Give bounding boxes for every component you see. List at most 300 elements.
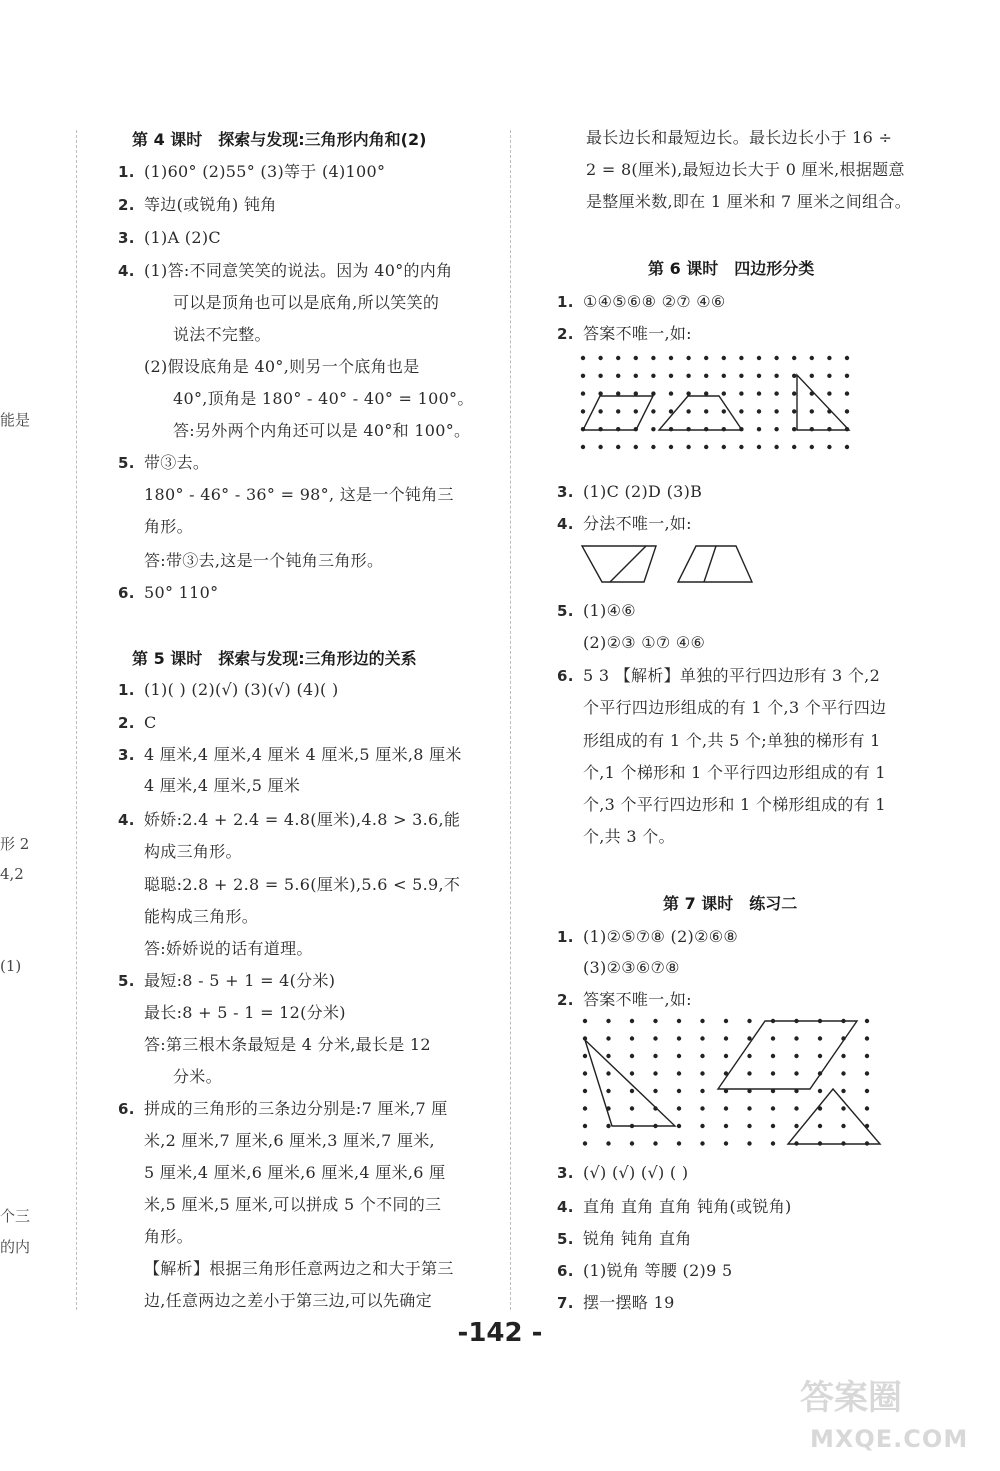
grid-dot xyxy=(669,374,673,378)
answer-text: 4 厘米,4 厘米,4 厘米 4 厘米,5 厘米,8 厘米 xyxy=(144,745,462,764)
grid-dot xyxy=(634,445,638,449)
grid-dot xyxy=(827,445,831,449)
answer-text: 答案不唯一,如: xyxy=(583,990,692,1009)
answer-text: 锐角 钝角 直角 xyxy=(583,1229,692,1248)
grid-dot xyxy=(722,445,726,449)
grid-dot xyxy=(757,409,761,413)
grid-dot xyxy=(630,1019,634,1023)
grid-dot xyxy=(677,1106,681,1110)
grid-dot xyxy=(651,356,655,360)
question-number: 3. xyxy=(557,483,574,501)
grid-dot xyxy=(794,1036,798,1040)
grid-dot xyxy=(616,374,620,378)
grid-dot xyxy=(686,374,690,378)
grid-dot xyxy=(653,1089,657,1093)
section-heading: 第 7 课时 练习二 xyxy=(663,894,798,913)
answer-line xyxy=(557,482,702,502)
grid-dot xyxy=(818,1124,822,1128)
grid-dot xyxy=(606,1124,610,1128)
grid-dot xyxy=(771,1124,775,1128)
grid-dot xyxy=(757,356,761,360)
grid-dot xyxy=(677,1019,681,1023)
grid-dot xyxy=(794,1054,798,1058)
grid-dot xyxy=(616,356,620,360)
answer-line: 聪聪:2.8 + 2.8 = 5.6(厘米),5.6 < 5.9,不 xyxy=(144,875,461,894)
grid-dot xyxy=(598,445,602,449)
grid-dot xyxy=(771,1106,775,1110)
grid-dot xyxy=(583,1054,587,1058)
grid-dot xyxy=(606,1141,610,1145)
answer-line xyxy=(118,228,221,248)
grid-dot xyxy=(841,1054,845,1058)
grid-dot xyxy=(598,374,602,378)
grid-dot xyxy=(771,1141,775,1145)
grid-dot xyxy=(724,1106,728,1110)
answer-text: (1)A (2)C xyxy=(144,228,221,247)
grid-dot xyxy=(810,356,814,360)
triangle-shape xyxy=(788,1089,880,1144)
grid-dot xyxy=(606,1019,610,1023)
grid-dot xyxy=(757,374,761,378)
answer-text: ①④⑤⑥⑧ ②⑦ ④⑥ xyxy=(583,292,726,311)
grid-dot xyxy=(724,1124,728,1128)
question-number: 6. xyxy=(118,584,135,602)
question-number: 4. xyxy=(118,811,135,829)
answer-line xyxy=(118,583,218,603)
answer-line xyxy=(557,1261,732,1281)
grid-dot xyxy=(669,427,673,431)
grid-dot xyxy=(747,1071,751,1075)
grid-dot xyxy=(583,1089,587,1093)
answer-line xyxy=(118,453,209,473)
grid-dot xyxy=(581,374,585,378)
grid-dot xyxy=(704,356,708,360)
left-margin-divider xyxy=(76,130,77,1310)
question-number: 1. xyxy=(118,681,135,699)
answer-line: 米,5 厘米,5 厘米,可以拼成 5 个不同的三 xyxy=(144,1195,442,1214)
answer-text: 拼成的三角形的三条边分别是:7 厘米,7 厘 xyxy=(144,1099,448,1118)
dot-grid-figure xyxy=(570,350,860,470)
grid-dot xyxy=(700,1071,704,1075)
answer-line: 个,1 个梯形和 1 个平行四边形组成的有 1 xyxy=(583,763,886,782)
grid-dot xyxy=(686,391,690,395)
section-heading: 第 6 课时 四边形分类 xyxy=(648,259,815,278)
grid-dot xyxy=(771,1054,775,1058)
grid-dot xyxy=(792,445,796,449)
grid-dot xyxy=(845,374,849,378)
edge-text: 能是 xyxy=(0,411,31,429)
grid-dot xyxy=(634,356,638,360)
grid-dot xyxy=(774,356,778,360)
grid-dot xyxy=(722,374,726,378)
grid-dot xyxy=(739,374,743,378)
grid-dot xyxy=(722,409,726,413)
grid-dot xyxy=(747,1124,751,1128)
answer-line: 5 厘米,4 厘米,6 厘米,6 厘米,4 厘米,6 厘 xyxy=(144,1163,446,1182)
grid-dot xyxy=(774,427,778,431)
column-divider xyxy=(510,130,511,1310)
answer-line xyxy=(557,324,692,344)
answer-text: (1)C (2)D (3)B xyxy=(583,482,703,501)
grid-dot xyxy=(841,1071,845,1075)
grid-dot xyxy=(747,1106,751,1110)
answer-text: 摆一摆略 19 xyxy=(583,1293,675,1312)
answer-line xyxy=(118,1099,448,1119)
question-number: 5. xyxy=(557,602,574,620)
grid-dot xyxy=(583,1019,587,1023)
grid-dot xyxy=(774,374,778,378)
answer-line: 个平行四边形组成的有 1 个,3 个平行四边 xyxy=(583,698,887,717)
answer-line: 能构成三角形。 xyxy=(144,907,259,926)
answer-text: 5 3 【解析】单独的平行四边形有 3 个,2 xyxy=(583,666,881,685)
section-heading: 第 4 课时 探索与发现:三角形内角和(2) xyxy=(132,130,427,149)
grid-dot xyxy=(606,1071,610,1075)
grid-dot xyxy=(677,1071,681,1075)
grid-dot xyxy=(653,1054,657,1058)
grid-dot xyxy=(634,374,638,378)
grid-dot xyxy=(794,1071,798,1075)
grid-dot xyxy=(704,391,708,395)
section-heading: 第 5 课时 探索与发现:三角形边的关系 xyxy=(132,649,417,668)
question-number: 7. xyxy=(557,1294,574,1312)
grid-dot xyxy=(677,1054,681,1058)
grid-dot xyxy=(583,1124,587,1128)
grid-dot xyxy=(845,409,849,413)
grid-dot xyxy=(704,445,708,449)
answer-text: (√) (√) (√) ( ) xyxy=(583,1163,689,1182)
parallelogram-shape xyxy=(718,1021,857,1089)
grid-dot xyxy=(677,1141,681,1145)
answer-text: 直角 直角 直角 钝角(或锐角) xyxy=(583,1197,792,1216)
question-number: 6. xyxy=(557,667,574,685)
grid-dot xyxy=(827,391,831,395)
grid-dot xyxy=(771,1036,775,1040)
grid-dot xyxy=(598,356,602,360)
grid-dot xyxy=(739,409,743,413)
answer-text: 答案不唯一,如: xyxy=(583,324,692,343)
grid-dot xyxy=(739,445,743,449)
grid-dot xyxy=(841,1106,845,1110)
answer-text: (1)②⑤⑦⑧ (2)②⑥⑧ xyxy=(583,927,739,946)
question-number: 5. xyxy=(118,972,135,990)
answer-line: 米,2 厘米,7 厘米,6 厘米,3 厘米,7 厘米, xyxy=(144,1131,435,1150)
grid-dot xyxy=(700,1141,704,1145)
grid-dot xyxy=(865,1089,869,1093)
answer-line xyxy=(557,601,636,621)
answer-line: (3)②③⑥⑦⑧ xyxy=(583,958,680,977)
question-number: 1. xyxy=(557,928,574,946)
question-number: 2. xyxy=(118,196,135,214)
grid-dot xyxy=(583,1106,587,1110)
grid-dot xyxy=(841,1089,845,1093)
grid-dot xyxy=(669,356,673,360)
question-number: 5. xyxy=(118,454,135,472)
grid-dot xyxy=(827,374,831,378)
grid-dot xyxy=(651,391,655,395)
grid-dot xyxy=(634,391,638,395)
question-number: 6. xyxy=(557,1262,574,1280)
answer-line xyxy=(557,990,692,1010)
answer-line xyxy=(118,745,462,765)
grid-dot xyxy=(686,427,690,431)
grid-dot xyxy=(616,445,620,449)
answer-line: 答:另外两个内角还可以是 40°和 100°。 xyxy=(173,421,471,440)
grid-dot xyxy=(841,1124,845,1128)
answer-line xyxy=(118,810,460,830)
triangle-shape xyxy=(585,1040,675,1126)
answer-line xyxy=(118,162,385,182)
grid-dot xyxy=(686,409,690,413)
question-number: 3. xyxy=(118,229,135,247)
grid-dot xyxy=(669,409,673,413)
answer-line xyxy=(118,680,339,700)
grid-dot xyxy=(581,356,585,360)
grid-dot xyxy=(634,409,638,413)
grid-dot xyxy=(606,1036,610,1040)
grid-dot xyxy=(792,391,796,395)
grid-dot xyxy=(653,1141,657,1145)
answer-line: (2)②③ ①⑦ ④⑥ xyxy=(583,633,706,652)
edge-text: 4,2 xyxy=(0,865,24,883)
answer-line: 180° - 46° - 36° = 98°, 这是一个钝角三 xyxy=(144,485,454,504)
answer-line: 40°,顶角是 180° - 40° - 40° = 100°。 xyxy=(173,389,474,408)
question-number: 3. xyxy=(557,1164,574,1182)
grid-dot xyxy=(700,1019,704,1023)
grid-dot xyxy=(827,356,831,360)
grid-dot xyxy=(818,1054,822,1058)
grid-dot xyxy=(792,374,796,378)
answer-text: (1)④⑥ xyxy=(583,601,636,620)
grid-dot xyxy=(845,391,849,395)
grid-dot xyxy=(630,1036,634,1040)
dot-grid-figure xyxy=(575,1018,890,1153)
answer-line xyxy=(118,195,277,215)
grid-dot xyxy=(581,445,585,449)
grid-dot xyxy=(722,391,726,395)
grid-dot xyxy=(700,1124,704,1128)
grid-dot xyxy=(616,427,620,431)
grid-dot xyxy=(865,1054,869,1058)
answer-line xyxy=(118,261,452,281)
answer-line: (2)假设底角是 40°,则另一个底角也是 xyxy=(144,357,420,376)
answer-line xyxy=(557,927,738,947)
question-number: 1. xyxy=(557,293,574,311)
grid-dot xyxy=(651,445,655,449)
grid-dot xyxy=(818,1036,822,1040)
grid-dot xyxy=(792,356,796,360)
division-figure xyxy=(580,544,760,586)
grid-dot xyxy=(606,1089,610,1093)
grid-dot xyxy=(724,1019,728,1023)
answer-line xyxy=(557,1229,692,1249)
grid-dot xyxy=(757,445,761,449)
grid-dot xyxy=(724,1054,728,1058)
answer-line: 是整厘米数,即在 1 厘米和 7 厘米之间组合。 xyxy=(586,192,911,211)
grid-dot xyxy=(630,1054,634,1058)
answer-line xyxy=(557,1293,675,1313)
grid-dot xyxy=(651,409,655,413)
grid-dot xyxy=(630,1071,634,1075)
watermark-logo: 答案圈 xyxy=(800,1378,902,1418)
grid-dot xyxy=(771,1071,775,1075)
grid-dot xyxy=(757,427,761,431)
grid-dot xyxy=(794,1106,798,1110)
question-number: 6. xyxy=(118,1100,135,1118)
grid-dot xyxy=(810,427,814,431)
answer-line xyxy=(118,713,157,733)
page-number: -142 - xyxy=(457,1318,543,1348)
answer-line xyxy=(557,514,692,534)
grid-dot xyxy=(630,1141,634,1145)
grid-dot xyxy=(724,1036,728,1040)
grid-dot xyxy=(739,356,743,360)
grid-dot xyxy=(747,1054,751,1058)
grid-dot xyxy=(598,391,602,395)
question-number: 5. xyxy=(557,1230,574,1248)
answer-line: 最长边长和最短边长。最长边长小于 16 ÷ xyxy=(586,128,893,147)
grid-dot xyxy=(704,409,708,413)
grid-dot xyxy=(653,1071,657,1075)
grid-dot xyxy=(739,391,743,395)
answer-line xyxy=(557,1163,688,1183)
grid-dot xyxy=(792,427,796,431)
answer-line: 说法不完整。 xyxy=(173,325,271,344)
answer-line: 最长:8 + 5 - 1 = 12(分米) xyxy=(144,1003,346,1022)
question-number: 4. xyxy=(118,262,135,280)
grid-dot xyxy=(700,1036,704,1040)
grid-dot xyxy=(583,1071,587,1075)
grid-dot xyxy=(583,1141,587,1145)
division-shape-2 xyxy=(678,546,752,582)
answer-line xyxy=(557,666,880,686)
answer-line: 形组成的有 1 个,共 5 个;单独的梯形有 1 xyxy=(583,731,881,750)
edge-text: 的内 xyxy=(0,1238,31,1256)
grid-dot xyxy=(865,1106,869,1110)
grid-dot xyxy=(616,409,620,413)
answer-line: 2 = 8(厘米),最短边长大于 0 厘米,根据题意 xyxy=(586,160,905,179)
answer-line: 边,任意两边之差小于第三边,可以先确定 xyxy=(144,1291,432,1310)
grid-dot xyxy=(677,1036,681,1040)
grid-dot xyxy=(653,1036,657,1040)
grid-dot xyxy=(810,409,814,413)
answer-line: 角形。 xyxy=(144,517,193,536)
answer-line: 个,3 个平行四边形和 1 个梯形组成的有 1 xyxy=(583,795,886,814)
question-number: 3. xyxy=(118,746,135,764)
grid-dot xyxy=(810,374,814,378)
answer-text: 等边(或锐角) 钝角 xyxy=(144,195,277,214)
answer-text: (1)60° (2)55° (3)等于 (4)100° xyxy=(144,162,386,181)
division-shape-1 xyxy=(582,546,656,582)
answer-line xyxy=(557,1197,792,1217)
answer-text: (1)锐角 等腰 (2)9 5 xyxy=(583,1261,733,1280)
grid-dot xyxy=(704,374,708,378)
answer-text: 分法不唯一,如: xyxy=(583,514,692,533)
question-number: 4. xyxy=(557,1198,574,1216)
grid-dot xyxy=(747,1019,751,1023)
answer-text: 最短:8 - 5 + 1 = 4(分米) xyxy=(144,971,336,990)
grid-dot xyxy=(686,356,690,360)
grid-dot xyxy=(865,1019,869,1023)
grid-dot xyxy=(747,1141,751,1145)
answer-line: 分米。 xyxy=(173,1067,222,1086)
grid-dot xyxy=(700,1089,704,1093)
grid-dot xyxy=(598,409,602,413)
question-number: 1. xyxy=(118,163,135,181)
grid-dot xyxy=(653,1019,657,1023)
answer-text: 50° 110° xyxy=(144,583,219,602)
grid-dot xyxy=(794,1124,798,1128)
grid-dot xyxy=(677,1089,681,1093)
grid-dot xyxy=(651,374,655,378)
grid-dot xyxy=(757,391,761,395)
grid-dot xyxy=(827,427,831,431)
answer-line xyxy=(557,292,726,312)
answer-line: 答:娇娇说的话有道理。 xyxy=(144,939,313,958)
question-number: 4. xyxy=(557,515,574,533)
answer-text: 带③去。 xyxy=(144,453,210,472)
grid-dot xyxy=(865,1071,869,1075)
answer-line: 答:带③去,这是一个钝角三角形。 xyxy=(144,551,384,570)
grid-dot xyxy=(704,427,708,431)
triangle-shape xyxy=(797,375,849,430)
answer-line: 答:第三根木条最短是 4 分米,最长是 12 xyxy=(144,1035,431,1054)
answer-line: 4 厘米,4 厘米,5 厘米 xyxy=(144,776,301,795)
grid-dot xyxy=(651,427,655,431)
grid-dot xyxy=(845,356,849,360)
answer-line: 角形。 xyxy=(144,1227,193,1246)
grid-dot xyxy=(722,356,726,360)
answer-line: 个,共 3 个。 xyxy=(583,827,675,846)
question-number: 2. xyxy=(118,714,135,732)
watermark-url: MXQE.COM xyxy=(810,1425,969,1453)
question-number: 2. xyxy=(557,325,574,343)
edge-text: (1) xyxy=(0,957,22,975)
answer-text: (1)( ) (2)(√) (3)(√) (4)( ) xyxy=(144,680,339,699)
grid-dot xyxy=(700,1054,704,1058)
grid-dot xyxy=(598,427,602,431)
answer-text: C xyxy=(144,713,157,732)
grid-dot xyxy=(774,409,778,413)
grid-dot xyxy=(774,445,778,449)
grid-dot xyxy=(792,409,796,413)
grid-dot xyxy=(686,445,690,449)
grid-dot xyxy=(630,1089,634,1093)
answer-line: 【解析】根据三角形任意两边之和大于第三 xyxy=(144,1259,454,1278)
grid-dot xyxy=(606,1054,610,1058)
grid-dot xyxy=(865,1036,869,1040)
answer-line: 可以是顶角也可以是底角,所以笑笑的 xyxy=(173,293,440,312)
edge-text: 形 2 xyxy=(0,835,30,853)
grid-dot xyxy=(818,1089,822,1093)
grid-dot xyxy=(845,445,849,449)
grid-dot xyxy=(810,445,814,449)
grid-dot xyxy=(700,1106,704,1110)
grid-dot xyxy=(581,409,585,413)
grid-dot xyxy=(616,391,620,395)
grid-dot xyxy=(581,391,585,395)
grid-dot xyxy=(669,445,673,449)
question-number: 2. xyxy=(557,991,574,1009)
grid-dot xyxy=(774,391,778,395)
grid-dot xyxy=(669,391,673,395)
answer-text: 娇娇:2.4 + 2.4 = 4.8(厘米),4.8 > 3.6,能 xyxy=(144,810,461,829)
answer-text: (1)答:不同意笑笑的说法。因为 40°的内角 xyxy=(144,261,453,280)
grid-dot xyxy=(677,1124,681,1128)
answer-line: 构成三角形。 xyxy=(144,842,242,861)
answer-line xyxy=(118,971,335,991)
grid-dot xyxy=(722,427,726,431)
grid-dot xyxy=(630,1106,634,1110)
